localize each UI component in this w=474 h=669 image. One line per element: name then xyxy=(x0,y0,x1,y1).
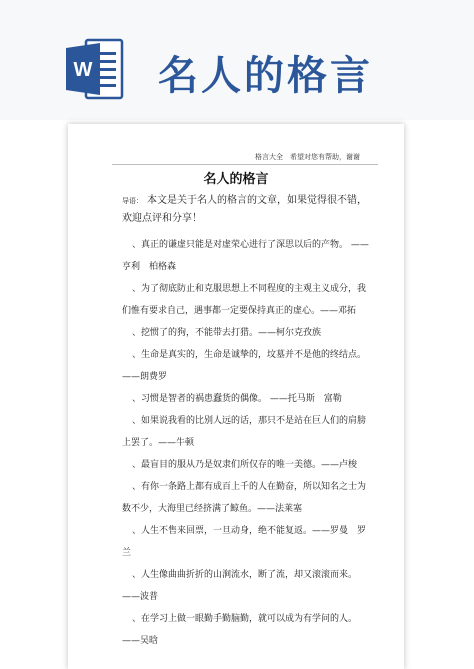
quote-item: 、人生不售来回票，一旦动身，绝不能复返。——罗曼 罗兰 xyxy=(122,526,367,558)
quote-item: 、挖惯了的狗，不能带去打猎。——柯尔克孜族 xyxy=(132,328,322,338)
banner xyxy=(0,0,474,120)
quote-item: 、最盲目的服从乃是奴隶们所仅存的唯一美德。——卢梭 xyxy=(132,460,358,470)
quote-list xyxy=(122,234,372,652)
quote-item: 、如果说我看的比别人远的话，那只不是站在巨人们的肩膀上罢了。——牛顿 xyxy=(122,416,367,448)
quote-item: 、为了彻底防止和克服思想上不同程度的主观主义成分，我们惟有要求自己，遇事都一定要保持真正的虚心。——邓拓 xyxy=(122,284,367,316)
banner-title: 名人的格言 xyxy=(158,53,373,99)
intro-paragraph xyxy=(122,192,372,228)
document-page xyxy=(68,124,404,669)
document-title: 名人的格言 xyxy=(203,172,269,187)
quote-item: 、在学习上做一眼勤手勤脑勤，就可以成为有学问的人。——吴晗 xyxy=(122,614,358,646)
word-document-icon xyxy=(66,38,124,100)
quote-item: 、有你一条路上都有成百上千的人在勤奋，所以知名之士为数不少，大海里已经挤满了鲸鱼。——法莱塞 xyxy=(122,482,367,514)
quote-item: 、习惯是智者的祸患蠢货的偶像。 ——托马斯 富勒 xyxy=(132,394,342,404)
svg-text:W: W xyxy=(73,59,93,81)
header-divider xyxy=(112,164,378,165)
quote-item: 、人生像曲曲折折的山涧流水，断了流，却又滚滚而来。——波普 xyxy=(122,570,358,602)
header-note: 格言大全 希望对您有帮助，谢谢 xyxy=(255,153,360,161)
quote-item: 、真正的谦虚只能是对虚荣心进行了深思以后的产物。 ——亨利 柏格森 xyxy=(122,240,369,272)
quote-item: 、生命是真实的，生命是诚挚的，坟墓并不是他的终结点。 ——朗费罗 xyxy=(122,350,367,382)
intro-text: 本文是关于名人的格言的文章，如果觉得很不错，欢迎点评和分享！ xyxy=(122,195,367,224)
intro-lead: 导语： xyxy=(122,197,143,205)
